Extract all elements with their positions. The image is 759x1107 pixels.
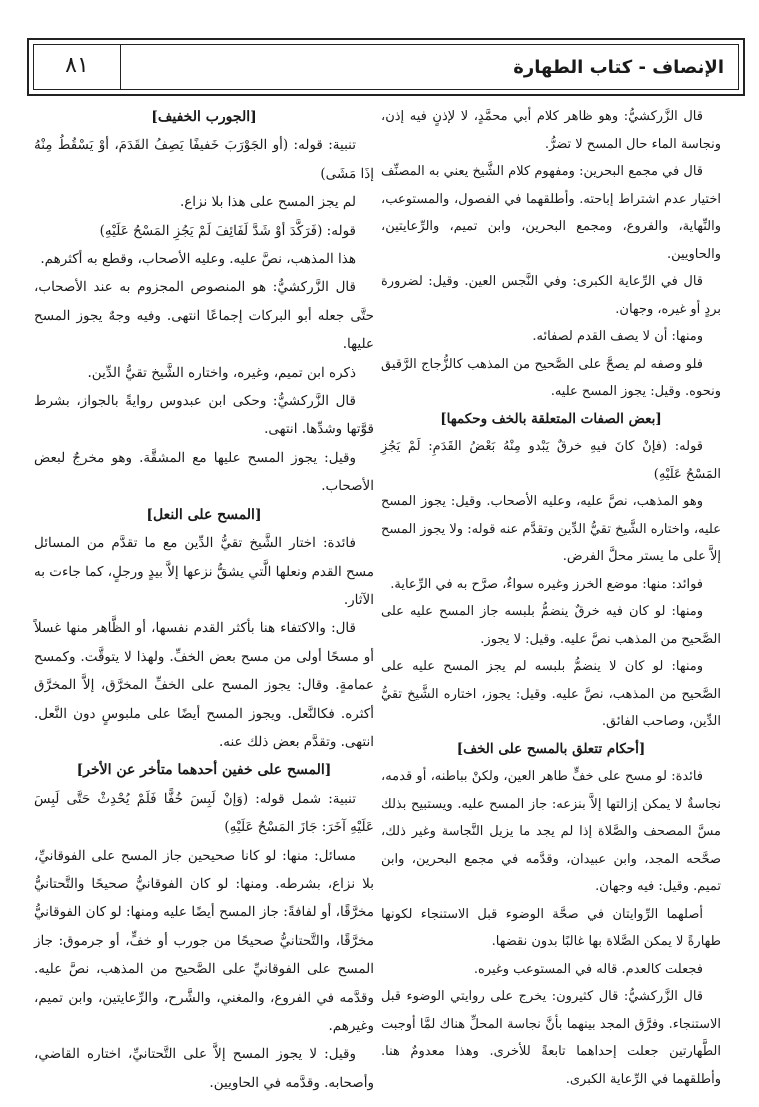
left-column: [34, 103, 374, 1098]
paragraph: قال الزَّركشيُّ: وهو ظاهر كلام أبي محمَّدٍ، لا لإذنٍ فيه إذن، ونجاسة الماء حال المسح لا تضرُّ.: [381, 109, 721, 152]
section-heading: [أحكام تتعلق بالمسح على الخف]: [456, 740, 646, 757]
right-column: [381, 103, 721, 1098]
paragraph: فجعلت كالعدم. قاله في المستوعب وغيره.: [473, 961, 703, 977]
paragraph: قال الزَّركشيُّ: وحكى ابن عبدوس روايةً بالجواز، بشرط قوَّتها وشدِّها. انتهى.: [34, 393, 374, 438]
paragraph: قال في مجمع البحرين: ومفهوم كلام الشَّيخ يعني به المصنِّف اختيار عدم اشتراط إباحته. وأطلقهما في الفصول، والمستوعب، والنِّهاية، والفروع، ومجمع البحرين، وابن تميم، والرِّعايتين، والحاويين.: [381, 164, 721, 262]
paragraph: مسائل: منها: لو كانا صحيحين جاز المسح على الفوقانيِّ، بلا نزاع، بشرطه. ومنها: لو كان الفوقانيُّ صحيحًا والتَّحتانيُّ مخرَّقًا، أو لفافةً: جاز المسح أيضًا عليه ومنها: لو كان الفوقانيُّ مخرَّقًا، والتَّحتانيُّ صحيحًا من جورب أو خفٍّ، أو جرموق: جاز المسح على الفوقانيِّ على الصَّحيح من المذهب، نصَّ عليه. وقدَّمه في الفروع، والمغني، والشَّرح، والرِّعايتين، وابن تميم، وغيرهم.: [34, 847, 374, 1034]
paragraph: وقيل: يجوز المسح عليها مع المشقَّة. وهو مخرجٌ لبعض الأصحاب.: [34, 449, 374, 495]
paragraph: ومنها: لو كان فيه خرقٌ ينضمُّ بلبسه جاز المسح عليه على الصَّحيح من المذهب نصَّ عليه. وقيل: لا يجوز.: [381, 604, 721, 647]
paragraph: فائدة: لو مسح على خفٍّ طاهر العين، ولكنْ بباطنه، أو قدمه، نجاسةٌ لا يمكن إزالتها إلاَّ بنزعه: جاز المسح عليه. ويستبيح بذلك مسَّ المصحف والصَّلاة إذا لم يجد ما يزيل النَّجاسة وغير ذلك، صحَّحه المجد، وابن عبيدان، وقدَّمه في مجمع البحرين، وابن تميم. وقيل: فيه وجهان.: [381, 769, 721, 894]
paragraph: ذكره ابن تميم، وغيره، واختاره الشَّيخ تقيُّ الدِّين.: [87, 364, 356, 381]
paragraph: وقيل: لا يجوز المسح إلاَّ على التَّحتانيِّ، اختاره القاضي، وأصحابه. وقدَّمه في الحاويين.: [34, 1046, 374, 1091]
section-heading: [بعض الصفات المتعلقة بالخف وحكمها]: [440, 410, 662, 427]
paragraph: تنبية: شمل قوله: (وَإنْ لَبِسَ خُفًّا فَلَمْ يُحْدِثْ حَتَّى لَبِسَ عَلَيْهِ آخَرَ: جَازَ المَسْحُ عَلَيْهِ): [34, 790, 374, 836]
paragraph: قال الزَّركشيُّ: قال كثيرون: يخرج على روايتي الوضوء قبل الاستنجاء. وفرَّق المجد بينهما بأنَّ نجاسة المحلِّ هناك لمَّا أوجبت الطَّهارتين جعلت إحداهما تابعةً للأخرى. وهذا معدومٌ هنا. وأطلقهما في الرِّعاية الكبرى.: [381, 989, 721, 1087]
page-number: ٨١: [65, 53, 89, 78]
paragraph: ومنها: أن لا يصف القدم لصفائه.: [532, 329, 703, 344]
paragraph: ومنها: لو كان لا ينضمُّ بلبسه لم يجز المسح عليه على الصَّحيح من المذهب، نصَّ عليه. وقيل: يجوز، اختاره الشَّيخ تقيُّ الدِّين، وصاحب الفائق.: [381, 659, 721, 729]
paragraph: فوائد: منها: موضع الخرز وغيره سواءٌ، صرَّح به في الرِّعاية.: [390, 576, 703, 592]
paragraph: قوله: (فإنْ كانَ فيهِ خرقٌ يَبْدو مِنْهُ بَعْضُ القَدَمِ: لَمْ يَجُزِ المَسْحُ عَلَيْهِ): [381, 439, 721, 482]
paragraph: أصلهما الرِّوايتان في صحَّة الوضوء قبل الاستنجاء لكونها طهارةً لا يمكن الصَّلاة بها غالبًا بدون نقضها.: [381, 906, 721, 949]
header-divider: [120, 45, 121, 89]
section-heading: [الجورب الخفيف]: [151, 109, 257, 125]
section-heading: [المسح على النعل]: [146, 506, 262, 523]
paragraph: وهو المذهب، نصَّ عليه، وعليه الأصحاب. وقيل: يجوز المسح عليه، واختاره الشَّيخ تقيُّ الدِّين وتقدَّم عنه قوله: ولا يجوز المسح إلاَّ على ما يستر محلَّ الفرض.: [381, 494, 721, 564]
paragraph: قوله: (فَرَكَّدَ أوْ شَدَّ لَفَائِفَ لَمْ يَجُزِ المَسْحُ عَلَيْهِ): [99, 222, 356, 239]
paragraph: هذا المذهب، نصَّ عليه. وعليه الأصحاب، وقطع به أكثرهم.: [40, 251, 356, 268]
paragraph: لم يجز المسح على هذا بلا نزاع.: [179, 194, 356, 211]
page-header: [27, 38, 745, 96]
section-heading: [المسح على خفين أحدهما متأخر عن الأخر]: [76, 762, 332, 779]
paragraph: قال الزَّركشيُّ: هو المنصوص المجزوم به عند الأصحاب، حتَّى جعله أبو البركات إجماعًا انتهى. وفيه وجهٌ يجوز المسح عليها.: [34, 279, 374, 353]
paragraph: تنبية: قوله: (أو الجَوْرَبَ خَفيفًا يَصِفُ القَدَمَ، أوْ يَسْقُطُ مِنْهُ إذَا مَشَى): [34, 137, 374, 182]
paragraph: فلو وصفه لم يصحَّ على الصَّحيح من المذهب كالزُّجاج الرَّقيق ونحوه. وقيل: يجوز المسح عليه.: [381, 356, 721, 399]
header-inner-frame: [33, 44, 739, 90]
page-title: الإنصاف - كتاب الطهارة: [513, 57, 724, 78]
paragraph: فائدة: اختار الشَّيخ تقيُّ الدِّين مع ما تقدَّم من المسائل مسح القدم ونعلها الَّتي يشقُّ نزعها إلاَّ بيدٍ ورجلٍ، كما جاءت به الآثار.: [34, 535, 374, 608]
paragraph: قال في الرِّعاية الكبرى: وفي النَّجس العين. وقيل: لضرورة بردٍ أو غيره، وجهان.: [381, 274, 721, 317]
paragraph: قال: والاكتفاء هنا بأكثر القدم نفسها، أو الظَّاهر منها غسلاً أو مسحًا أولى من مسح بعض الخفِّ. ولهذا لا يتوقَّت. وكمسح عمامةٍ. وقال: يجوز المسح على الخفِّ المخرَّق، إلاَّ المخرَّق أكثره. فكالنَّعل. ويجوز المسح أيضًا على ملبوسٍ دون النَّعل. انتهى. وتقدَّم بعض ذلك عنه.: [34, 620, 374, 750]
